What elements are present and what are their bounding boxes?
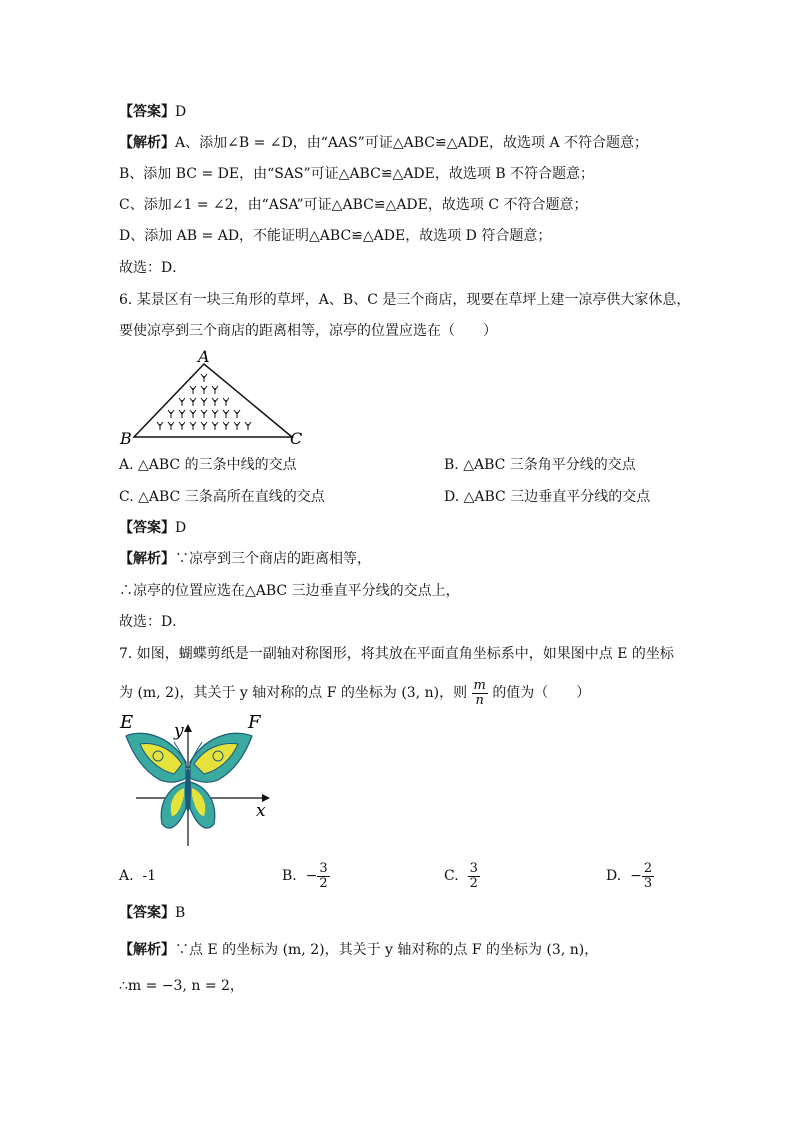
q5-analysis-line: B、添加 BC = DE，由“SAS”可证△ABC≌△ADE，故选项 B 不符合题意； xyxy=(119,166,595,182)
q6-option-c[interactable]: C. △ABC 三条高所在直线的交点 xyxy=(119,489,325,505)
option-value: -1 xyxy=(142,868,157,884)
point-label-e: E xyxy=(120,712,134,733)
analysis-text: A、添加∠B = ∠D，由“AAS”可证△ABC≌△ADE，故选项 A 不符合题意； xyxy=(175,135,649,151)
q6-stem-line: 6. 某景区有一块三角形的草坪，A、B、C 是三个商店，现要在草坪上建一凉亭供大家休息， xyxy=(119,292,691,308)
answer-label: 【答案】 xyxy=(119,104,175,120)
fraction-denominator: 2 xyxy=(469,875,478,891)
grass-tuft xyxy=(190,422,196,430)
grass-tuft xyxy=(223,410,229,418)
analysis-label: 【解析】 xyxy=(119,135,175,151)
stem-text: 为 (m, 2)，其关于 y 轴对称的点 F 的坐标为 (3, n)，则 xyxy=(119,685,468,701)
axis-label-x: x xyxy=(256,801,266,821)
grass-tuft xyxy=(168,410,174,418)
fraction-numerator: m xyxy=(473,677,486,693)
q5-analysis-line: D、添加 AB = AD，不能证明△ABC≌△ADE，故选项 D 符合题意； xyxy=(119,228,552,244)
grass-tuft xyxy=(201,386,207,394)
grass-tuft xyxy=(179,410,185,418)
butterfly-shape xyxy=(126,733,252,828)
grass-tuft xyxy=(212,410,218,418)
analysis-label: 【解析】 xyxy=(119,551,175,567)
analysis-label: 【解析】 xyxy=(119,942,175,958)
grass-tuft xyxy=(212,422,218,430)
triangle-abc xyxy=(134,364,292,437)
option-sign: − xyxy=(305,868,318,884)
butterfly-coordinate-figure xyxy=(118,712,278,848)
grass-tuft xyxy=(190,386,196,394)
grass-tuft xyxy=(168,422,174,430)
grass-tuft xyxy=(201,422,207,430)
option-label: D. xyxy=(606,868,622,884)
grass-tuft xyxy=(179,398,185,406)
grass-tuft xyxy=(212,398,218,406)
q7-stem-line xyxy=(119,676,590,710)
q7-option-d[interactable] xyxy=(606,856,654,896)
option-fraction xyxy=(468,862,480,891)
fraction-numerator: 3 xyxy=(469,860,478,876)
analysis-text: ∵点 E 的坐标为 (m, 2)，其关于 y 轴对称的点 F 的坐标为 (3, n)， xyxy=(175,942,599,958)
option-sign: − xyxy=(630,868,642,884)
fraction-numerator: 3 xyxy=(319,860,328,876)
q6-option-d[interactable]: D. △ABC 三边垂直平分线的交点 xyxy=(444,489,651,505)
q5-answer xyxy=(119,102,186,122)
q7-option-c[interactable] xyxy=(444,856,480,896)
option-fraction xyxy=(642,862,654,891)
vertex-label-a: A xyxy=(198,347,210,366)
q6-analysis-line xyxy=(119,549,371,569)
answer-value: B xyxy=(175,905,186,921)
grass-tuft xyxy=(234,422,240,430)
q7-analysis-line xyxy=(119,940,598,960)
point-label-f: F xyxy=(248,712,261,733)
q7-stem-line: 7. 如图，蝴蝶剪纸是一副轴对称图形，将其放在平面直角坐标系中，如果图中点 E 的坐标 xyxy=(119,646,674,662)
grass-tuft xyxy=(245,422,251,430)
grass-tuft xyxy=(201,410,207,418)
grass-tuft xyxy=(212,386,218,394)
grass-tuft xyxy=(223,422,229,430)
q6-option-b[interactable]: B. △ABC 三条角平分线的交点 xyxy=(444,457,636,473)
vertex-label-c: C xyxy=(290,429,303,446)
q5-analysis-line xyxy=(119,133,648,153)
option-fraction xyxy=(317,862,329,891)
grass-pattern xyxy=(157,374,251,430)
grass-tuft xyxy=(179,422,185,430)
answer-label: 【答案】 xyxy=(119,520,175,536)
fraction-m-over-n xyxy=(472,679,488,708)
lawn-triangle-figure xyxy=(118,346,308,446)
fraction-denominator: n xyxy=(475,692,484,708)
grass-tuft xyxy=(201,398,207,406)
answer-label: 【答案】 xyxy=(119,905,175,921)
q6-option-a[interactable]: A. △ABC 的三条中线的交点 xyxy=(119,457,297,473)
q6-analysis-line: ∴凉亭的位置应选在△ABC 三边垂直平分线的交点上， xyxy=(119,583,460,599)
grass-tuft xyxy=(234,410,240,418)
y-axis-arrow xyxy=(184,724,192,732)
q6-answer xyxy=(119,518,186,538)
vertex-label-b: B xyxy=(120,429,132,446)
grass-tuft xyxy=(190,410,196,418)
fraction-denominator: 2 xyxy=(319,875,328,891)
analysis-text: ∵凉亭到三个商店的距离相等， xyxy=(175,551,371,567)
q7-answer xyxy=(119,903,185,923)
fraction-numerator: 2 xyxy=(643,860,653,876)
answer-value: D xyxy=(175,520,187,536)
q6-stem-line: 要使凉亭到三个商店的距离相等，凉亭的位置应选在（ ） xyxy=(119,323,497,339)
option-label: A. xyxy=(119,868,134,884)
q7-analysis-line: ∴m = −3, n = 2， xyxy=(119,978,244,994)
q5-conclusion: 故选：D． xyxy=(119,260,187,276)
q6-conclusion: 故选：D． xyxy=(119,614,187,630)
grass-tuft xyxy=(190,398,196,406)
fraction-denominator: 3 xyxy=(643,875,653,891)
grass-tuft xyxy=(157,422,163,430)
q7-option-a[interactable] xyxy=(119,866,156,886)
q5-analysis-line: C、添加∠1 = ∠2，由“ASA”可证△ABC≌△ADE，故选项 C 不符合题意； xyxy=(119,197,588,213)
stem-text: 的值为（ ） xyxy=(492,685,591,701)
q7-option-b[interactable] xyxy=(282,856,330,896)
option-label: B. xyxy=(282,868,297,884)
grass-tuft xyxy=(201,374,207,382)
axis-label-y: y xyxy=(174,721,184,741)
answer-value: D xyxy=(175,104,187,120)
option-label: C. xyxy=(444,868,459,884)
grass-tuft xyxy=(223,398,229,406)
